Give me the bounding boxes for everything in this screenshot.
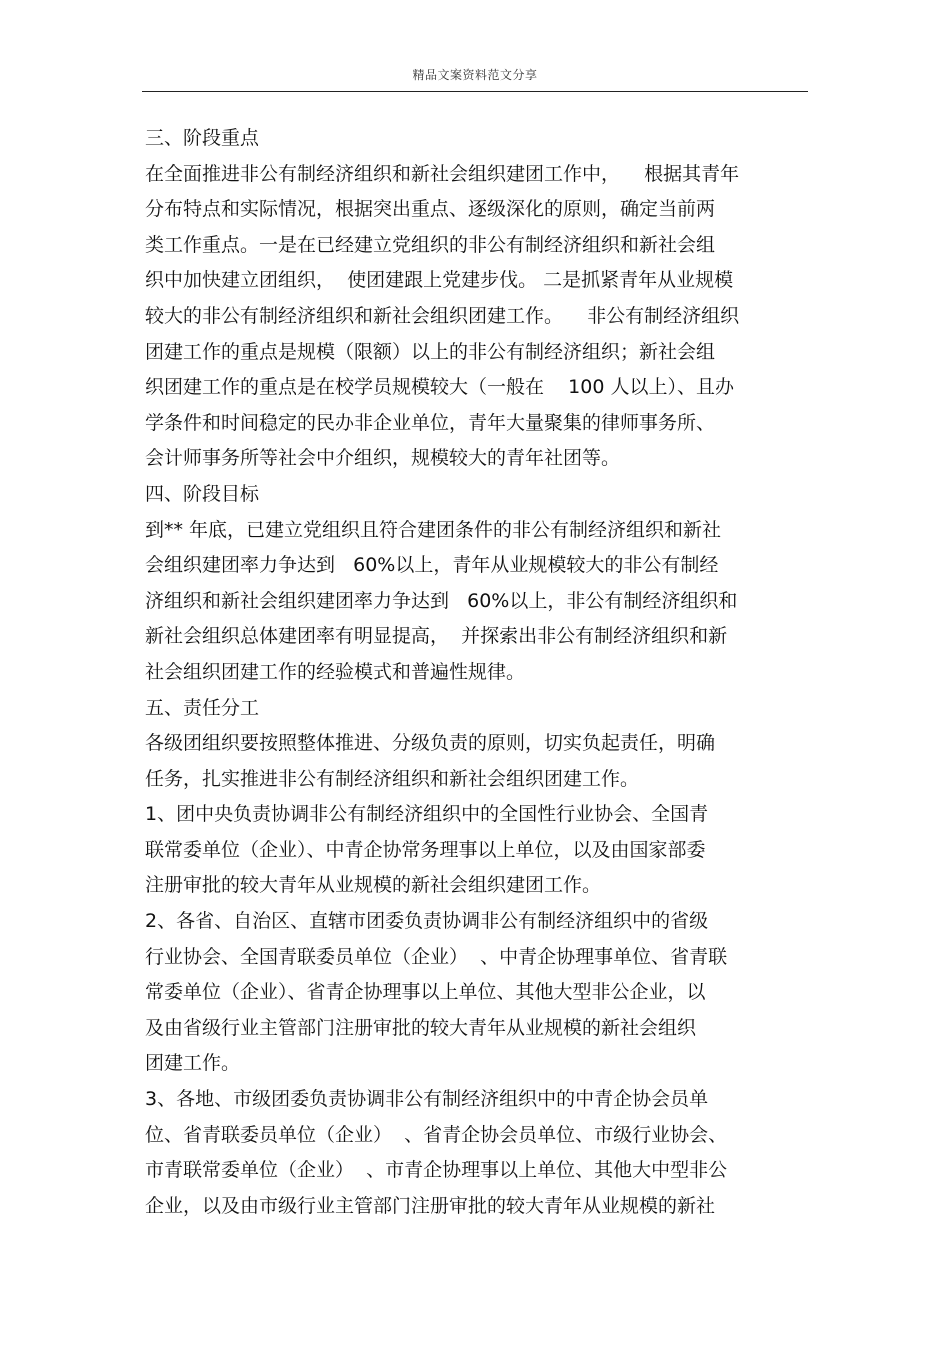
paragraph-line: 1、团中央负责协调非公有制经济组织中的全国性行业协会、全国青: [145, 803, 709, 826]
paragraph-line: 类工作重点。一是在已经建立党组织的非公有制经济组织和新社会组: [145, 233, 716, 256]
paragraph-line: 行业协会、全国青联委员单位（企业） 、中青企协理事单位、省青联: [145, 945, 728, 968]
paragraph-line: 2、各省、自治区、直辖市团委负责协调非公有制经济组织中的省级: [145, 910, 709, 933]
paragraph-line: 到** 年底，已建立党组织且符合建团条件的非公有制经济组织和新社: [145, 518, 722, 541]
paragraph-line: 市青联常委单位（企业） 、市青企协理事以上单位、其他大中型非公: [145, 1159, 728, 1182]
paragraph-line: 会组织建团率力争达到 60%以上，青年从业规模较大的非公有制经: [145, 554, 719, 577]
document-body: [145, 121, 815, 1224]
paragraph-line: 及由省级行业主管部门注册审批的较大青年从业规模的新社会组织: [145, 1016, 697, 1039]
paragraph-line: 织团建工作的重点是在校学员规模较大（一般在 100 人以上）、且办: [145, 376, 734, 399]
section-heading: 五、责任分工: [145, 696, 260, 719]
header-divider: [142, 91, 808, 92]
paragraph-line: 济组织和新社会组织建团率力争达到 60%以上，非公有制经济组织和: [145, 589, 738, 612]
paragraph-line: 企业，以及由市级行业主管部门注册审批的较大青年从业规模的新社: [145, 1194, 716, 1217]
paragraph-line: 社会组织团建工作的经验模式和普遍性规律。: [145, 660, 526, 683]
paragraph-line: 较大的非公有制经济组织和新社会组织团建工作。 非公有制经济组织: [145, 304, 740, 327]
paragraph-line: 注册审批的较大青年从业规模的新社会组织建团工作。: [145, 874, 602, 897]
paragraph-line: 会计师事务所等社会中介组织，规模较大的青年社团等。: [145, 447, 621, 470]
paragraph-line: 团建工作。: [145, 1052, 241, 1075]
paragraph-line: 3、各地、市级团委负责协调非公有制经济组织中的中青企协会员单: [145, 1088, 709, 1111]
page-header: 精品文案资料范文分享: [412, 68, 538, 82]
paragraph-line: 分布特点和实际情况，根据突出重点、逐级深化的原则，确定当前两: [145, 198, 716, 221]
paragraph-line: 各级团组织要按照整体推进、分级负责的原则，切实负起责任，明确: [145, 732, 716, 755]
section-heading: 四、阶段目标: [145, 482, 260, 505]
paragraph-line: 团建工作的重点是规模（限额）以上的非公有制经济组织；新社会组: [145, 340, 716, 363]
paragraph-line: 位、省青联委员单位（企业） 、省青企协会员单位、市级行业协会、: [145, 1123, 728, 1146]
section-heading: 三、阶段重点: [145, 127, 260, 149]
paragraph-line: 常委单位（企业）、省青企协理事以上单位、其他大型非公企业，以: [145, 981, 706, 1004]
paragraph-line: 织中加快建立团组织， 使团建跟上党建步伐。 二是抓紧青年从业规模: [145, 269, 734, 292]
paragraph-line: 在全面推进非公有制经济组织和新社会组织建团工作中， 根据其青年: [145, 162, 740, 185]
paragraph-line: 学条件和时间稳定的民办非企业单位，青年大量聚集的律师事务所、: [145, 411, 716, 434]
paragraph-line: 任务，扎实推进非公有制经济组织和新社会组织团建工作。: [145, 767, 640, 790]
paragraph-line: 联常委单位（企业）、中青企协常务理事以上单位，以及由国家部委: [145, 838, 706, 861]
paragraph-line: 新社会组织总体建团率有明显提高， 并探索出非公有制经济组织和新: [145, 625, 728, 648]
